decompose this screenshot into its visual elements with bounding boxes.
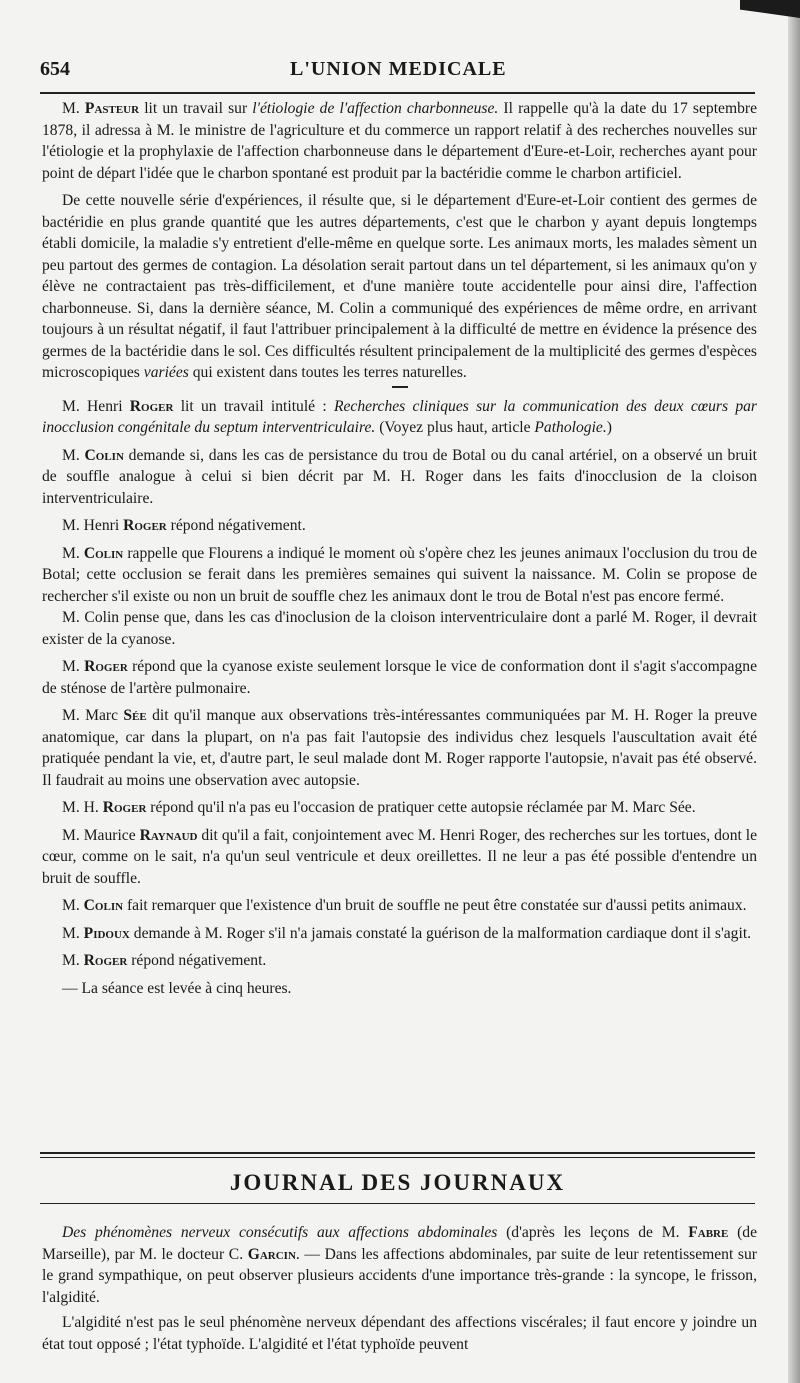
speaker-name: Colin: [83, 897, 124, 914]
speaker-name: Raynaud: [139, 826, 198, 844]
text: répond négativement.: [127, 952, 267, 969]
text: demande si, dans les cas de persistance du trou de Botal ou du canal artériel, on a observé un bruit de souffle analogue à celui si bien décrit par M. H. Roger dans les faits d'inocclusion de la cloison interventriculaire.: [42, 446, 757, 507]
article-ref: Pathologie.: [534, 419, 607, 436]
text: répond que la cyanose existe seulement lorsque le vice de conformation dont il s'agit s'accompagne de sténose de l'artère pulmonaire.: [42, 658, 757, 697]
paragraph-roger-cyanose: [42, 656, 757, 699]
text: rappelle que Flourens a indiqué le moment où s'opère chez les jeunes animaux l'occlusion du trou de Botal; cette occlusion se ferait dans les premières semaines qui suivent la naissance. M. Colin se propose de rechercher s'il existe ou non un bruit de souffle chez les animaux dont le trou de Botal n'est pas encore fermé.: [42, 544, 757, 605]
speaker-name: Roger: [129, 397, 174, 415]
text: M.: [62, 658, 85, 675]
paragraph-roger-answer: [42, 515, 757, 537]
paragraph-colin-cyanose: [42, 607, 757, 650]
paragraph-colin-remark: [42, 895, 757, 917]
section-double-rule: [40, 1152, 755, 1158]
speaker-name: Pasteur: [84, 100, 140, 117]
work-title: l'étiologie de l'affection charbonneuse.: [252, 100, 499, 117]
text: M. H.: [62, 799, 103, 816]
speaker-name: Colin: [83, 544, 124, 562]
text: dit qu'il a fait, conjointement avec M. Henri Roger, des recherches sur les tortues, dont le cœur, comme on le sait, n'a qu'un seul ventricule et deux oreillettes. Il ne leur a pas été possible d'entendre un bruit de souffle.: [42, 826, 758, 887]
page-header: [40, 58, 755, 88]
text: M. Colin pense que, dans les cas d'inoclusion de la cloison interventriculaire dont a parlé M. Roger, il devrait exister de la cyanose.: [42, 609, 757, 648]
speaker-name: Sée: [123, 707, 147, 724]
author-name: Garcin: [247, 1245, 296, 1263]
text: demande à M. Roger s'il n'a jamais constaté la guérison de la malformation cardiaque dont il s'agit.: [129, 924, 752, 942]
text: lit un travail intitulé :: [173, 397, 334, 415]
text: fait remarquer que l'existence d'un bruit de souffle ne peut être constatée sur d'aussi petits animaux.: [123, 897, 747, 914]
journal-section: [42, 1222, 757, 1359]
page-corner: [740, 0, 800, 18]
text: M. Henri: [62, 517, 124, 534]
text: De cette nouvelle série d'expériences, il résulte que, si le département d'Eure-et-Loir contient des germes de bactéridie en plus grande quantité que les autres départements, c'est que le charbon y ayant depuis longtemps établi domicile, la maladie s'y entretient d'elle-même en quelque sorte. Les animaux morts, les malades sèment un peu partout des germes de contagion. La désolation serait partout dans un tel département, si les animaux qu'on y élève ne contractaient pas très-difficilement, et d'une manière toute accidentelle pour ainsi dire, l'affection charbonneuse. Si, dans la dernière séance, M. Colin a communiqué des expériences de même ordre, en arrivant toujours à un résultat négatif, il faut l'attribuer principalement à la difficulté de mettre en évidence la présence des germes de la bactéridie dans le sol. Ces difficultés résultent principalement de la multiplicité des germes d'espèces microscopiques: [42, 192, 757, 381]
paragraph-raynaud: [42, 825, 757, 890]
paragraph-roger-reading: [42, 396, 757, 439]
journal-paragraph-1: [42, 1222, 757, 1308]
speaker-name: Roger: [84, 658, 128, 675]
text: qui existent dans toutes les terres naturelles.: [192, 364, 467, 381]
text: M.: [62, 446, 85, 464]
paragraph-colin-flourens: [42, 543, 757, 608]
paragraph-closing: [42, 978, 757, 1000]
text: L'algidité n'est pas le seul phénomène nerveux dépendant des affections viscérales; il faut encore y joindre un état tout opposé ; l'état typhoïde. L'algidité et l'état typhoïde peuvent: [42, 1314, 757, 1353]
separator-dash: [392, 386, 408, 388]
text: M.: [62, 924, 84, 942]
text: . — Dans les affections abdominales, par suite de leur retentissement sur le grand sympathique, on peut observer plusieurs accidents d'une importance très-grande : la syncope, le frisson, l'algidité.: [42, 1245, 757, 1306]
speaker-name: Pidoux: [83, 924, 130, 942]
text: ): [606, 419, 612, 436]
text: M. Maurice: [62, 826, 140, 844]
paragraph-roger-autopsie: [42, 797, 757, 819]
speaker-name: Roger: [123, 517, 167, 534]
work-title: Recherches cliniques sur la communication des deux cœurs par inocclusion congénitale du septum interventriculaire.: [42, 397, 757, 436]
paragraph-pasteur: [42, 98, 757, 184]
text: M.: [62, 544, 84, 562]
paragraph-pidoux: [42, 923, 757, 945]
paragraph-see: [42, 705, 757, 791]
session-report: [42, 98, 757, 1005]
paragraph-germs: [42, 190, 757, 384]
text: (Voyez plus haut, article: [375, 419, 535, 436]
section-rule: [40, 1203, 755, 1204]
running-title: L'UNION MEDICALE: [290, 58, 507, 80]
text: (d'après les leçons de M.: [497, 1224, 689, 1241]
italic-word: variées: [143, 364, 189, 381]
header-rule: [40, 92, 755, 94]
text: M. Henri: [62, 397, 130, 415]
speaker-name: Roger: [83, 952, 128, 969]
paragraph-colin-question: [42, 445, 757, 510]
text: répond qu'il n'a pas eu l'occasion de pratiquer cette autopsie réclamée par M. Marc Sée.: [146, 799, 696, 816]
journal-paragraph-2: [42, 1312, 757, 1355]
text: Il rappelle qu'à la date du 17 septembre 1878, il adressa à M. le ministre de l'agriculture et du commerce un rapport relatif à des recherches nouvelles sur l'étiologie et la prophylaxie de l'affection charbonneuse dans le département d'Eure-et-Loir, recherches ayant pour point de départ l'idée que le charbon spontané est produit par la bactéridie comme le charbon artificiel.: [42, 100, 757, 182]
speaker-name: Colin: [84, 446, 124, 464]
text: M.: [62, 952, 84, 969]
page-number: 654: [40, 58, 70, 80]
speaker-name: Roger: [102, 799, 147, 816]
author-name: Fabre: [688, 1224, 729, 1241]
text: — La séance est levée à cinq heures.: [62, 979, 292, 997]
page-edge-shadow: [788, 0, 800, 1383]
text: M. Marc: [62, 707, 124, 724]
paragraph-roger-final: [42, 950, 757, 972]
text: M.: [62, 897, 84, 914]
text: dit qu'il manque aux observations très-intéressantes communiquées par M. H. Roger la preuve anatomique, car dans la plupart, on n'a pas fait l'autopsie des individus chez lesquels l'auscultation avait été pratiquée pendant la vie, et, d'autre part, le seul malade dont M. Roger rapporte l'autopsie, n'avait pas été observé. Il faudrait au moins une observation avec autopsie.: [42, 707, 757, 789]
text: répond négativement.: [166, 517, 306, 534]
text: lit un travail sur: [139, 100, 253, 117]
text: (de Marseille), par M. le docteur C.: [42, 1224, 758, 1263]
article-title: Des phénomènes nerveux consécutifs aux affections abdominales: [62, 1224, 498, 1241]
section-title: JOURNAL DES JOURNAUX: [229, 1170, 566, 1195]
text: M.: [62, 100, 85, 117]
